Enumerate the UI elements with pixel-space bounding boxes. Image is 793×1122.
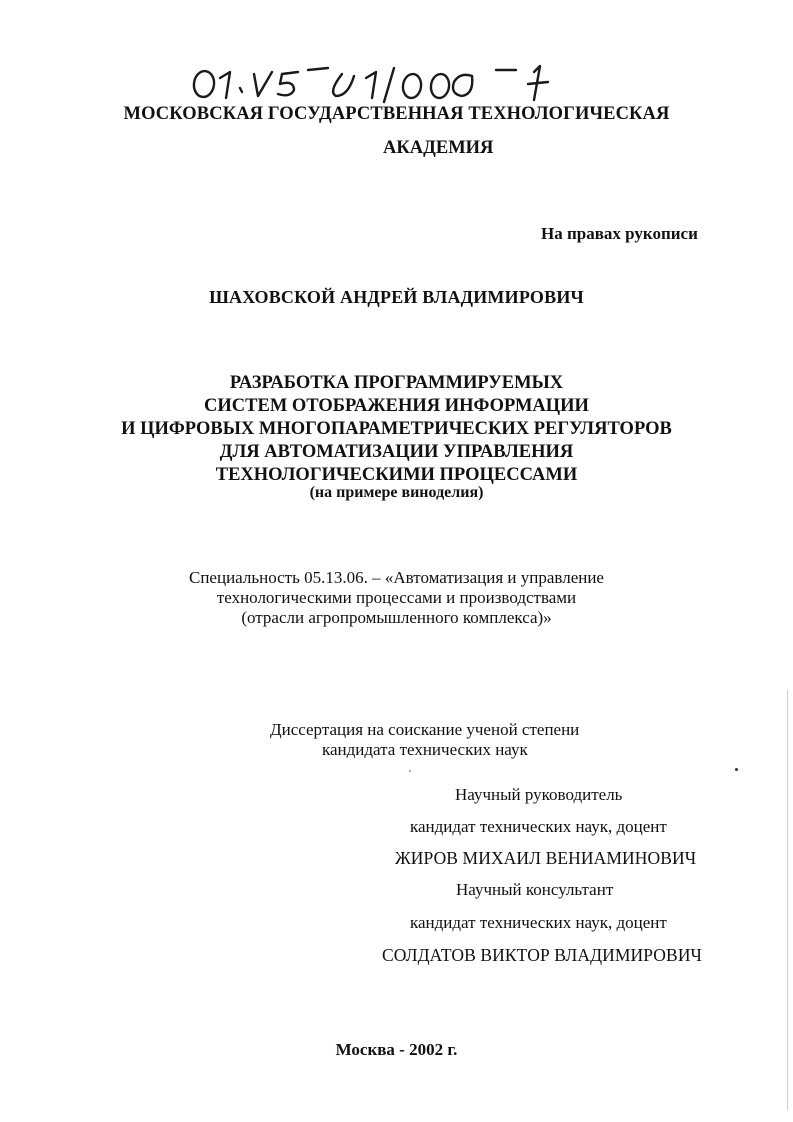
city-and-year: Москва - 2002 г.	[335, 1040, 458, 1059]
institution-name-line1: МОСКОВСКАЯ ГОСУДАРСТВЕННАЯ ТЕХНОЛОГИЧЕСКАЯ	[123, 104, 670, 124]
supervisor-label: Научный руководитель	[455, 785, 623, 804]
title-subtitle: (на примере виноделия)	[309, 484, 484, 501]
consultant-label: Научный консультант	[456, 880, 614, 899]
title-line: ДЛЯ АВТОМАТИЗАЦИИ УПРАВЛЕНИЯ	[219, 442, 574, 462]
institution-name-line2: АКАДЕМИЯ	[383, 138, 494, 158]
manuscript-rights-note: На правах рукописи	[541, 224, 698, 243]
specialty-line: (отрасли агропромышленного комплекса)»	[241, 608, 552, 627]
dissertation-line1: Диссертация на соискание ученой степени	[270, 720, 580, 739]
scan-edge-line	[787, 690, 788, 1110]
title-line: СИСТЕМ ОТОБРАЖЕНИЯ ИНФОРМАЦИИ	[204, 396, 589, 416]
consultant-degree: кандидат технических наук, доцент	[410, 913, 667, 932]
handwritten-catalog-number	[188, 62, 568, 106]
consultant-name: СОЛДАТОВ ВИКТОР ВЛАДИМИРОВИЧ	[382, 945, 703, 965]
specialty	[0, 568, 793, 628]
author-name: ШАХОВСКОЙ АНДРЕЙ ВЛАДИМИРОВИЧ	[209, 287, 584, 307]
supervisor-degree: кандидат технических наук, доцент	[410, 817, 667, 836]
scan-speck	[409, 770, 411, 772]
dissertation-title	[0, 372, 793, 487]
scan-speck	[735, 768, 738, 771]
supervisor-name: ЖИРОВ МИХАИЛ ВЕНИАМИНОВИЧ	[395, 848, 697, 868]
title-line: И ЦИФРОВЫХ МНОГОПАРАМЕТРИЧЕСКИХ РЕГУЛЯТОРОВ	[121, 419, 672, 439]
dissertation-line2: кандидата технических наук	[322, 740, 528, 759]
specialty-line: технологическими процессами и производствами	[216, 588, 577, 607]
title-line: ТЕХНОЛОГИЧЕСКИМИ ПРОЦЕССАМИ	[215, 465, 578, 485]
title-line: РАЗРАБОТКА ПРОГРАММИРУЕМЫХ	[229, 373, 564, 393]
specialty-line: Специальность 05.13.06. – «Автоматизация и управление	[189, 568, 604, 587]
